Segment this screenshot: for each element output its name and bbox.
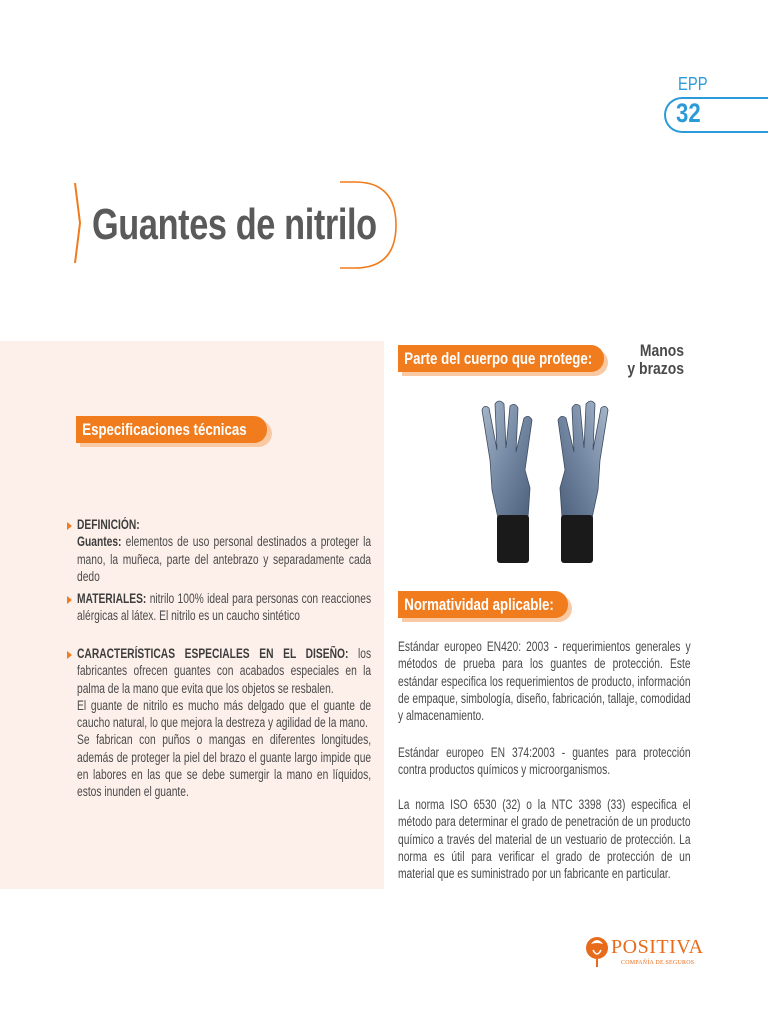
bullet-arrow-icon [67, 596, 72, 604]
materials-heading: MATERIALES: [77, 591, 147, 606]
section-label: EPP [678, 74, 708, 94]
body-part-heading: Parte del cuerpo que protege: [404, 349, 593, 368]
positiva-logo-icon [584, 934, 610, 968]
page-title: Guantes de nitrilo [92, 200, 377, 249]
design-heading: CARACTERÍSTICAS ESPECIALES EN EL DISEÑO: [77, 646, 349, 661]
design-text-3: Se fabrican con puños o mangas en diferentes longitudes, además de proteger la piel del brazo el guante largo impide que en labores en las que se debe sumergir la mano en líquidos, estos inunden el guante. [77, 732, 372, 800]
logo-subtitle: COMPAÑÍA DE SEGUROS [621, 960, 695, 966]
bullet-arrow-icon [67, 651, 72, 659]
design-text-2: El guante de nitrilo es mucho más delgado que el guante de caucho natural, lo que mejora la destreza y agilidad de la mano. [77, 697, 372, 731]
title-accent-bracket [74, 183, 82, 263]
logo-name: POSITIVA [611, 936, 704, 958]
norms-heading: Normatividad aplicable: [404, 595, 554, 614]
body-part-value [625, 342, 684, 378]
norm-text-1: Estándar europeo EN420: 2003 - requerimientos generales y métodos de prueba para los guantes de protección. Este estándar especifica los requerimientos de producto, información de empaque, simbología, diseño, fabricación, tallaje, comodidad y almacenamiento. [398, 639, 691, 724]
page-number: 32 [676, 98, 701, 128]
definition-block [77, 516, 464, 585]
norm-paragraph [398, 796, 768, 882]
norms-tag [398, 591, 568, 618]
nitrile-gloves-image [470, 400, 620, 570]
specs-heading: Especificaciones técnicas [82, 420, 247, 439]
norm-text-2: Estándar europeo EN 374:2003 - guantes para protección contra productos químicos y microorganismos. [398, 745, 691, 778]
body-part-tag [398, 345, 604, 372]
bullet-arrow-icon [67, 522, 72, 530]
definition-term: Guantes: [77, 534, 122, 550]
section-badge [664, 74, 768, 138]
definition-heading: DEFINICIÓN: [77, 517, 140, 532]
norm-text-3: La norma ISO 6530 (32) o la NTC 3398 (33) especifica el método para determinar el grado de penetración de un producto químico a través del material de un vestuario de protección. La norma es útil para verificar el grado de protección de un material que es suministrado por un fabricante en particular. [398, 797, 691, 882]
design-text-1: los fabricantes ofrecen guantes con acabados especiales en la palma de la mano que evita que los objetos se resbalen. [77, 646, 372, 696]
left-glove-icon [482, 401, 532, 563]
norm-paragraph [398, 744, 768, 779]
body-part-line-2: y brazos [627, 359, 684, 378]
body-part-line-1: Manos [639, 341, 684, 360]
definition-text: elementos de uso personal destinados a proteger la mano, la muñeca, parte del antebrazo y separadamente cada dedo [77, 534, 372, 584]
materials-text: nitrilo 100% ideal para personas con reacciones alérgicas al látex. El nitrilo es un caucho sintético [77, 591, 372, 624]
specs-heading-tag [76, 416, 267, 443]
right-glove-icon [558, 401, 608, 563]
norm-paragraph [398, 638, 768, 724]
